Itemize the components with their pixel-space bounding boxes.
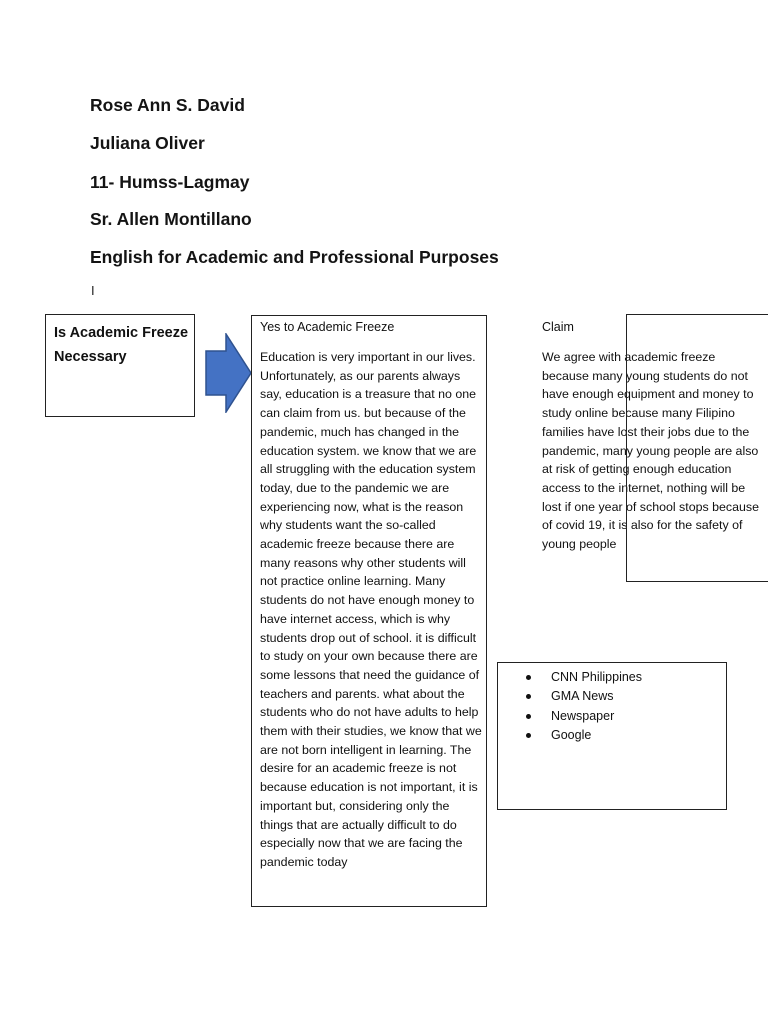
support-body: Education is very important in our lives. Unfortunately, as our parents always say, education is a treasure that no one can claim from us. but because of the pandemic, much has changed in the education system. we know that we are all struggling with the education system today, due to the pandemic we are experiencing now, what is the reason why students want the so-called academic freeze because there are many reasons why other students will not practice online learning. Many students do not have enough money to have internet access, which is why students drop out of school. it is difficult to study on your own because there are some lessons that need the guidance of teachers and parents. what about the students who do not have adults to help them with their studies, we know that we are not born intelligent in learning. The desire for an academic freeze is not because education is not important, it is important but, considering only the things that are actually difficult to do especially now that we are facing the pandemic today xyxy=(260,350,482,869)
source-item: Newspaper xyxy=(506,707,642,726)
right-arrow-icon xyxy=(205,333,253,413)
teacher-name: Sr. Allen Montillano xyxy=(90,209,252,229)
author-name-2: Juliana Oliver xyxy=(90,133,205,153)
stray-text-mark: I xyxy=(91,283,95,298)
arrow-shape xyxy=(206,334,251,412)
author-name-1: Rose Ann S. David xyxy=(90,95,245,115)
claim-body: We agree with academic freeze because many young students do not have enough equipment and money to study online because many Filipino families have lost their jobs due to the pandemic, many young people are also at risk of getting enough education access to the internet, nothing will be lost if one year of school stops because of covid 19, it is also for the safety of young people xyxy=(542,350,759,552)
topic-label: Is Academic Freeze Necessary xyxy=(54,325,189,365)
sources-list xyxy=(506,668,642,745)
source-item: Google xyxy=(506,726,642,745)
class-section: 11- Humss-Lagmay xyxy=(90,172,250,192)
support-title: Yes to Academic Freeze xyxy=(260,320,395,334)
subject-title: English for Academic and Professional Purposes xyxy=(90,247,499,267)
claim-overlay-box xyxy=(626,314,768,582)
source-item: GMA News xyxy=(506,687,642,706)
claim-title: Claim xyxy=(542,320,574,334)
source-item: CNN Philippines xyxy=(506,668,642,687)
